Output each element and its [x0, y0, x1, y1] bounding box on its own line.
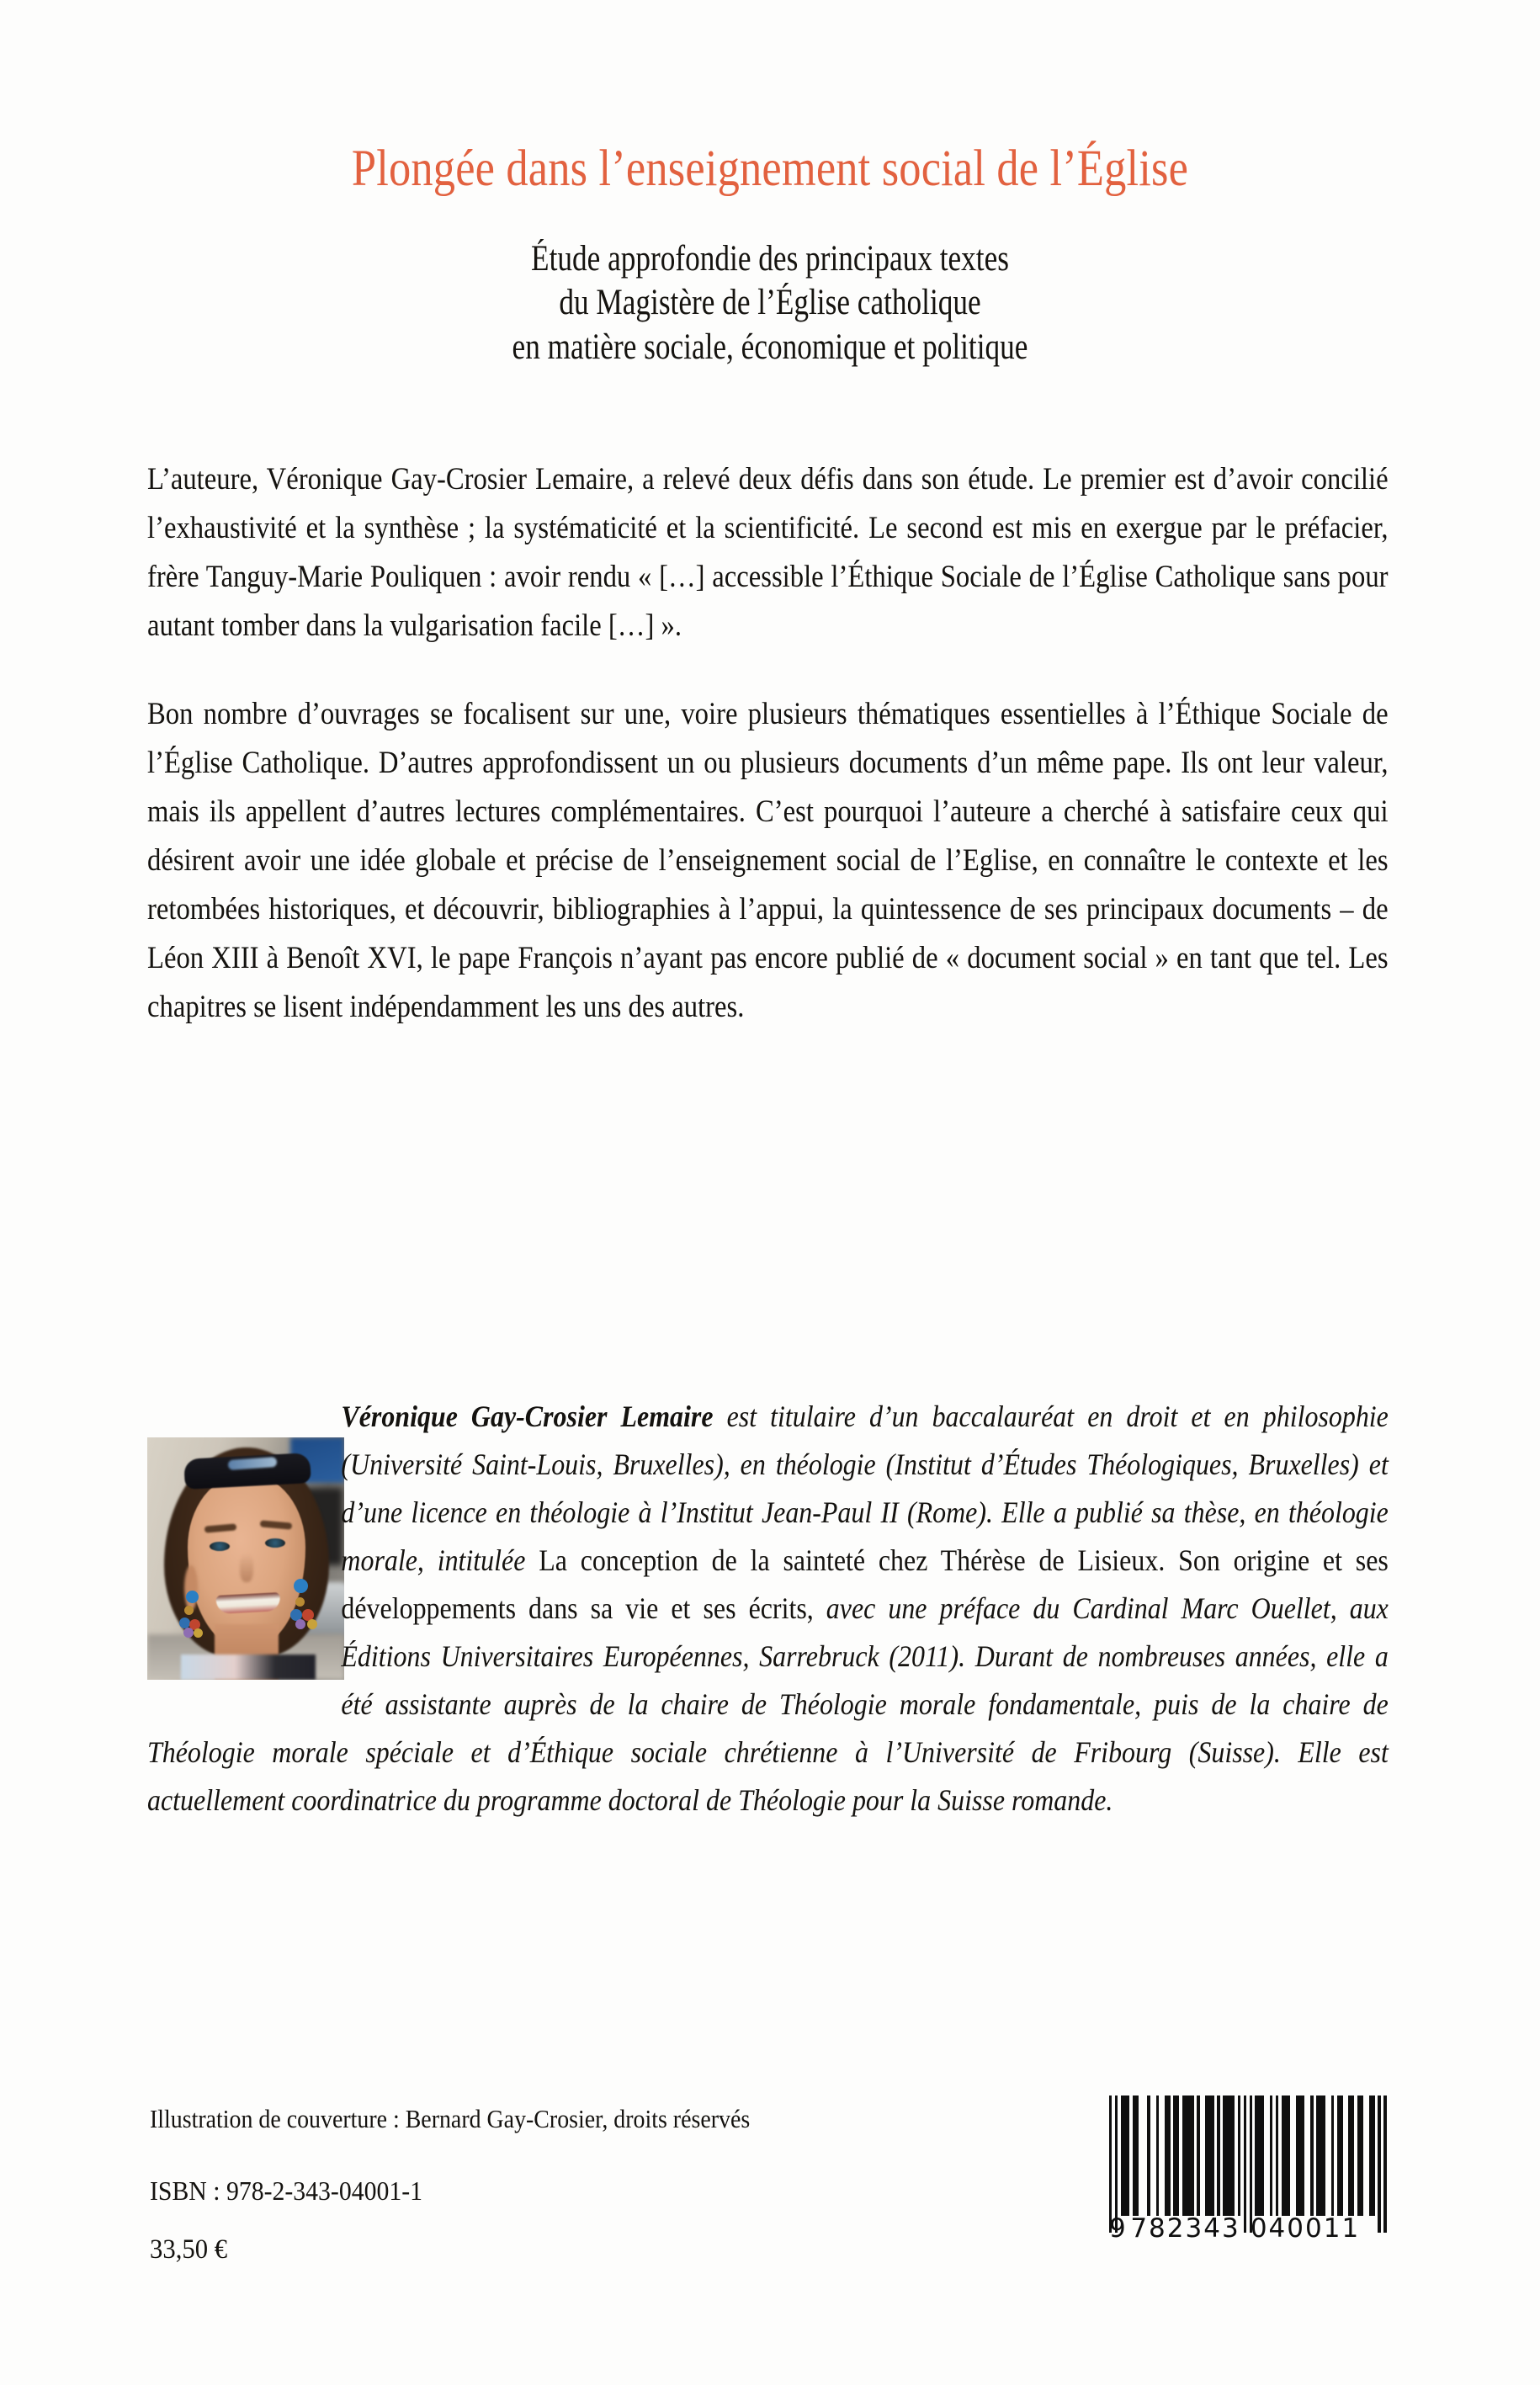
author-bio-text: [147, 1393, 1389, 1825]
page-title: Plongée dans l’enseignement social de l’Église: [351, 141, 1189, 197]
bio-segment-1: est titulaire d’un baccalauréat en droit et en philosophie (Université Saint-Louis, Bruxelles), en théologie (Institut d’Études Théologiques, Bruxelles) et d’une licence en théologie à l’Institut Jean-Paul II (Rome). Elle a publié sa thèse, en théologie morale, intitulée: [341, 1400, 1389, 1577]
isbn-text: ISBN : 978-2-343-04001-1: [150, 2175, 423, 2206]
ean13-barcode: [1109, 2096, 1387, 2271]
blurb-body: [147, 454, 1389, 1031]
author-name: Véronique Gay-Crosier Lemaire: [341, 1400, 714, 1433]
barcode-lead-digit: 9: [1109, 2213, 1127, 2244]
subtitle-line-3: en matière sociale, économique et politique: [512, 327, 1028, 367]
author-bio-block: [147, 1393, 1389, 1825]
cover-illustration-credit: Illustration de couverture : Bernard Gay-Crosier, droits réservés: [150, 2104, 751, 2133]
subtitle-line-1: Étude approfondie des principaux textes: [531, 239, 1009, 279]
barcode-left-group: 782343: [1130, 2213, 1240, 2244]
bio-segment-2: avec une préface du Cardinal Marc Ouellet, aux Éditions Universitaires Européennes, Sarrebruck (2011). Durant de nombreuses années, elle a été assistante auprès de la chaire de Théologie morale fondamentale, puis de la chaire de Théologie morale spéciale et d’Éthique sociale chrétienne à l’Université de Fribourg (Suisse). Elle est actuellement coordinatrice du programme doctoral de Théologie pour la Suisse romande.: [147, 1591, 1389, 1817]
bio-work-title: La conception de la sainteté chez Thérèse de Lisieux. Son origine et ses développements dans sa vie et ses écrits,: [341, 1543, 1389, 1625]
barcode-right-group: 040011: [1250, 2213, 1361, 2244]
title-block: [0, 141, 1540, 197]
barcode-digits: [1109, 2213, 1387, 2244]
subtitle-line-2: du Magistère de l’Église catholique: [559, 283, 981, 323]
barcode-bars: [1109, 2096, 1387, 2233]
blurb-paragraph-2: Bon nombre d’ouvrages se focalisent sur une, voire plusieurs thématiques essentielles à l’Éthique Sociale de l’Église Catholique. D’autres approfondissent un ou plusieurs documents d’un même pape. Ils ont leur valeur, mais ils appellent d’autres lectures complémentaires. C’est pourquoi l’auteure a cherché à satisfaire ceux qui désirent avoir une idée globale et précise de l’enseignement social de l’Eglise, en connaître le contexte et les retombées historiques, et découvrir, bibliographies à l’appui, la quintessence de ses principaux documents – de Léon XIII à Benoît XVI, le pape François n’ayant pas encore publié de « document social » en tant que tel. Les chapitres se lisent indépendamment les uns des autres.: [147, 696, 1389, 1023]
blurb-paragraph-1: L’auteure, Véronique Gay-Crosier Lemaire, a relevé deux défis dans son étude. Le premier est d’avoir concilié l’exhaustivité et la synthèse ; la systématicité et la scientificité. Le second est mis en exergue par le préfacier, frère Tanguy-Marie Pouliquen : avoir rendu « […] accessible l’Éthique Sociale de l’Église Catholique sans pour autant tomber dans la vulgarisation facile […] ».: [147, 461, 1389, 642]
price-text: 33,50 €: [150, 2234, 228, 2265]
subtitle-block: [0, 237, 1540, 369]
footer-block: [150, 2102, 991, 2266]
